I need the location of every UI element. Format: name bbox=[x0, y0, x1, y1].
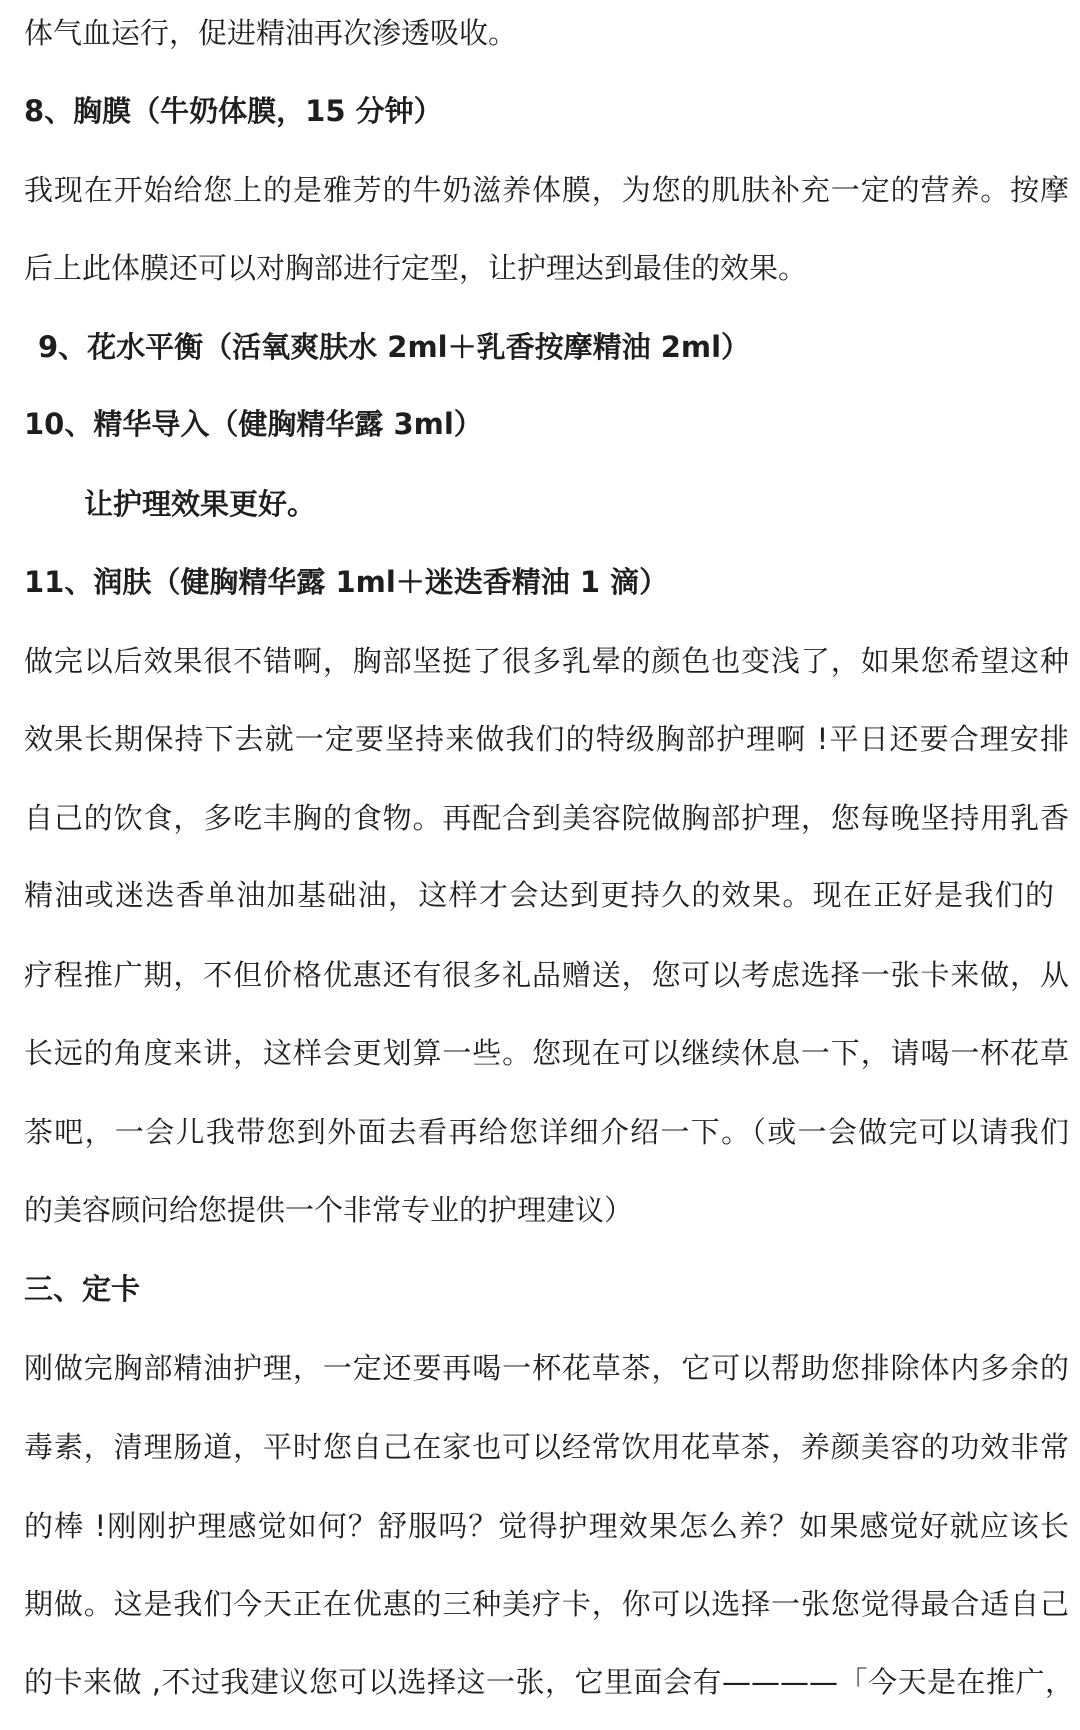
paragraph-line: 体气血运行，促进精油再次渗透吸收。 bbox=[24, 16, 518, 50]
step-heading-10: 10、精华导入（健胸精华露 3ml） bbox=[24, 407, 483, 441]
paragraph-line: 疗程推广期，不但价格优惠还有很多礼品赠送，您可以考虑选择一张卡来做，从 bbox=[24, 958, 1069, 992]
paragraph-line: 后上此体膜还可以对胸部进行定型，让护理达到最佳的效果。 bbox=[24, 251, 808, 285]
paragraph-line: 的棒 !刚刚护理感觉如何？舒服吗？觉得护理效果怎么养？如果感觉好就应该长 bbox=[24, 1509, 1069, 1543]
paragraph-line: 效果长期保持下去就一定要坚持来做我们的特级胸部护理啊 !平日还要合理安排 bbox=[24, 722, 1069, 756]
paragraph-line: 毒素，清理肠道，平时您自己在家也可以经常饮用花草茶，养颜美容的功效非常 bbox=[24, 1430, 1069, 1464]
step-heading-11: 11、润肤（健胸精华露 1ml＋迷迭香精油 1 滴） bbox=[24, 565, 669, 599]
paragraph-line: 茶吧，一会儿我带您到外面去看再给您详细介绍一下。（或一会做完可以请我们 bbox=[24, 1115, 1069, 1149]
paragraph-line: 的美容顾问给您提供一个非常专业的护理建议） bbox=[24, 1193, 634, 1227]
paragraph-line: 期做。这是我们今天正在优惠的三种美疗卡，你可以选择一张您觉得最合适自己 bbox=[24, 1587, 1069, 1621]
step-heading-8: 8、胸膜（牛奶体膜，15 分钟） bbox=[24, 94, 443, 128]
paragraph-line: 自己的饮食，多吃丰胸的食物。再配合到美容院做胸部护理，您每晚坚持用乳香 bbox=[24, 801, 1069, 835]
section-heading-3: 三、定卡 bbox=[24, 1272, 141, 1306]
step-note: 让护理效果更好。 bbox=[84, 487, 317, 521]
paragraph-line: 的卡来做 ,不过我建议您可以选择这一张，它里面会有————「今天是在推广， bbox=[24, 1665, 1074, 1699]
paragraph-line: 刚做完胸部精油护理，一定还要再喝一杯花草茶，它可以帮助您排除体内多余的 bbox=[24, 1351, 1069, 1385]
paragraph-line: 精油或迷迭香单油加基础油，这样才会达到更持久的效果。现在正好是我们的 bbox=[24, 878, 1054, 912]
paragraph-line: 我现在开始给您上的是雅芳的牛奶滋养体膜，为您的肌肤补充一定的营养。按摩 bbox=[24, 173, 1069, 207]
paragraph-line: 长远的角度来讲，这样会更划算一些。您现在可以继续休息一下，请喝一杯花草 bbox=[24, 1036, 1069, 1070]
step-heading-9: 9、花水平衡（活氧爽肤水 2ml＋乳香按摩精油 2ml） bbox=[38, 330, 751, 364]
paragraph-line: 做完以后效果很不错啊，胸部坚挺了很多乳晕的颜色也变浅了，如果您希望这种 bbox=[24, 644, 1069, 678]
